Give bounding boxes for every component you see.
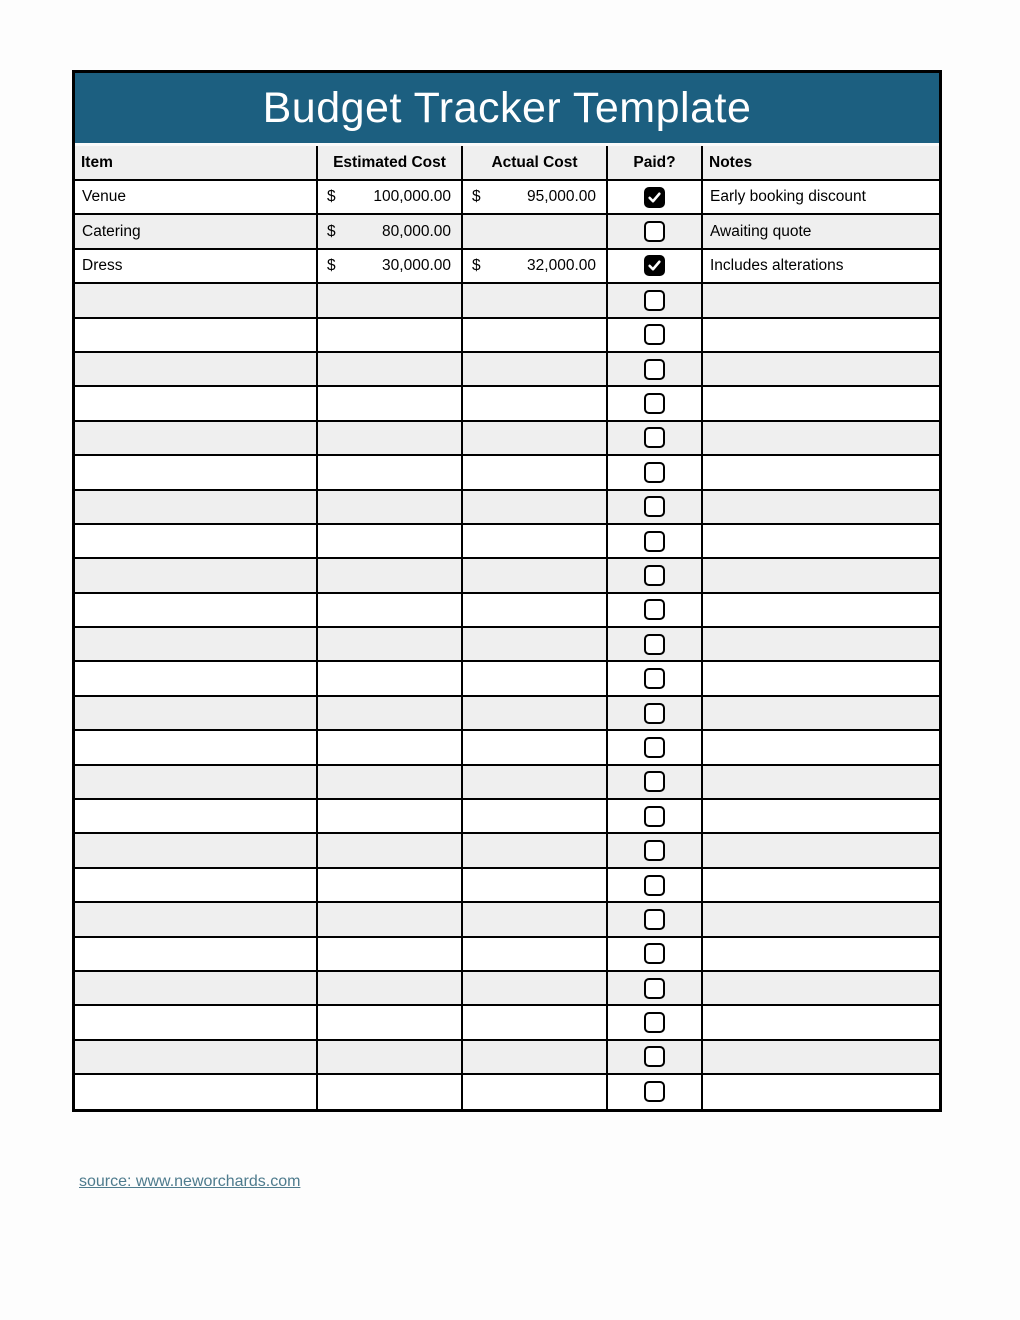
item-cell[interactable] — [75, 1074, 317, 1108]
actual-cost-cell[interactable] — [462, 283, 607, 317]
actual-cost-cell[interactable] — [462, 661, 607, 695]
notes-label: Early booking discount — [710, 188, 866, 206]
paid-cell — [607, 490, 702, 524]
item-cell[interactable] — [75, 937, 317, 971]
table-row — [75, 765, 939, 799]
item-cell[interactable] — [75, 1005, 317, 1039]
item-cell[interactable] — [75, 593, 317, 627]
item-cell[interactable] — [75, 421, 317, 455]
table-row — [75, 971, 939, 1005]
item-cell[interactable] — [75, 799, 317, 833]
paid-cell — [607, 1074, 702, 1108]
check-icon — [647, 258, 662, 273]
paid-checkbox[interactable] — [644, 496, 665, 517]
table-row — [75, 283, 939, 317]
actual-cost-cell[interactable] — [462, 524, 607, 558]
paid-cell — [607, 902, 702, 936]
paid-checkbox[interactable] — [644, 703, 665, 724]
actual-cost-cell[interactable] — [462, 386, 607, 420]
paid-checkbox[interactable] — [644, 737, 665, 758]
actual-cost-cell[interactable] — [462, 1005, 607, 1039]
notes-cell[interactable] — [702, 1074, 939, 1108]
table-row — [75, 868, 939, 902]
paid-checkbox[interactable] — [644, 531, 665, 552]
table-row — [75, 421, 939, 455]
table-row — [75, 937, 939, 971]
item-cell[interactable] — [75, 765, 317, 799]
paid-checkbox[interactable] — [644, 565, 665, 586]
page-title: Budget Tracker Template — [75, 73, 939, 146]
notes-cell[interactable] — [702, 593, 939, 627]
table-row — [75, 386, 939, 420]
paid-cell — [607, 971, 702, 1005]
item-cell[interactable] — [75, 730, 317, 764]
estimated-amount: 80,000.00 — [382, 222, 451, 240]
actual-amount: 32,000.00 — [527, 256, 596, 274]
paid-cell — [607, 1040, 702, 1074]
item-cell[interactable] — [75, 868, 317, 902]
paid-checkbox[interactable] — [644, 840, 665, 861]
paid-checkbox[interactable] — [644, 668, 665, 689]
actual-cost-cell[interactable] — [462, 249, 607, 283]
actual-cost-cell[interactable] — [462, 696, 607, 730]
paid-cell — [607, 524, 702, 558]
paid-cell — [607, 455, 702, 489]
paid-cell — [607, 627, 702, 661]
item-label: Venue — [82, 188, 126, 206]
paid-cell — [607, 421, 702, 455]
paid-cell — [607, 318, 702, 352]
actual-cost-cell[interactable] — [462, 833, 607, 867]
estimated-cost-cell[interactable] — [317, 627, 462, 661]
estimated-currency-symbol: $ — [327, 256, 336, 274]
notes-cell[interactable] — [702, 1040, 939, 1074]
item-cell[interactable] — [75, 490, 317, 524]
actual-cost-cell[interactable] — [462, 558, 607, 592]
item-cell[interactable] — [75, 249, 317, 283]
estimated-cost-cell[interactable] — [317, 180, 462, 214]
actual-cost-cell[interactable] — [462, 937, 607, 971]
paid-checkbox[interactable] — [644, 943, 665, 964]
estimated-cost-cell[interactable] — [317, 283, 462, 317]
paid-checkbox[interactable] — [644, 359, 665, 380]
paid-checkbox[interactable] — [644, 1046, 665, 1067]
paid-cell — [607, 214, 702, 248]
actual-cost-cell[interactable] — [462, 971, 607, 1005]
actual-amount: 95,000.00 — [527, 188, 596, 206]
table-row — [75, 490, 939, 524]
item-cell[interactable] — [75, 902, 317, 936]
notes-cell[interactable] — [702, 421, 939, 455]
paid-cell — [607, 799, 702, 833]
item-cell[interactable] — [75, 661, 317, 695]
item-cell[interactable] — [75, 455, 317, 489]
estimated-cost-cell[interactable] — [317, 490, 462, 524]
notes-cell[interactable] — [702, 455, 939, 489]
notes-cell[interactable] — [702, 318, 939, 352]
notes-cell[interactable] — [702, 937, 939, 971]
notes-cell[interactable] — [702, 1005, 939, 1039]
item-cell[interactable] — [75, 833, 317, 867]
table-row — [75, 696, 939, 730]
paid-cell — [607, 386, 702, 420]
budget-tracker-sheet — [72, 70, 942, 1112]
item-cell[interactable] — [75, 386, 317, 420]
estimated-cost-cell[interactable] — [317, 558, 462, 592]
paid-checkbox[interactable] — [644, 806, 665, 827]
estimated-cost-cell[interactable] — [317, 386, 462, 420]
paid-checkbox[interactable] — [644, 255, 665, 276]
table-row — [75, 318, 939, 352]
paid-checkbox[interactable] — [644, 909, 665, 930]
item-cell[interactable] — [75, 352, 317, 386]
table-row — [75, 833, 939, 867]
actual-cost-cell[interactable] — [462, 868, 607, 902]
notes-cell[interactable] — [702, 833, 939, 867]
source-link[interactable]: source: www.neworchards.com — [79, 1173, 301, 1190]
actual-cost-cell[interactable] — [462, 318, 607, 352]
notes-cell[interactable] — [702, 902, 939, 936]
item-cell[interactable] — [75, 1040, 317, 1074]
table-row — [75, 730, 939, 764]
estimated-currency-symbol: $ — [327, 222, 336, 240]
column-header-notes: Notes — [702, 146, 939, 180]
estimated-cost-cell[interactable] — [317, 1005, 462, 1039]
notes-cell[interactable] — [702, 661, 939, 695]
actual-cost-cell[interactable] — [462, 765, 607, 799]
column-header-estimated-cost: Estimated Cost — [317, 146, 462, 180]
estimated-cost-cell[interactable] — [317, 730, 462, 764]
notes-cell[interactable] — [702, 765, 939, 799]
paid-checkbox[interactable] — [644, 427, 665, 448]
estimated-cost-cell[interactable] — [317, 593, 462, 627]
estimated-cost-cell[interactable] — [317, 696, 462, 730]
actual-cost-cell[interactable] — [462, 730, 607, 764]
table-row — [75, 902, 939, 936]
paid-cell — [607, 593, 702, 627]
actual-cost-cell[interactable] — [462, 214, 607, 248]
estimated-cost-cell[interactable] — [317, 524, 462, 558]
actual-currency-symbol: $ — [472, 188, 481, 206]
estimated-cost-cell[interactable] — [317, 214, 462, 248]
paid-checkbox[interactable] — [644, 290, 665, 311]
estimated-cost-cell[interactable] — [317, 352, 462, 386]
paid-cell — [607, 937, 702, 971]
table-row — [75, 1074, 939, 1108]
paid-checkbox[interactable] — [644, 978, 665, 999]
check-icon — [647, 190, 662, 205]
paid-cell — [607, 833, 702, 867]
notes-cell[interactable] — [702, 696, 939, 730]
table-row — [75, 455, 939, 489]
item-cell[interactable] — [75, 696, 317, 730]
paid-cell — [607, 661, 702, 695]
budget-table — [75, 146, 939, 1109]
estimated-amount: 100,000.00 — [373, 188, 451, 206]
notes-cell[interactable] — [702, 490, 939, 524]
actual-currency-symbol: $ — [472, 256, 481, 274]
paid-checkbox[interactable] — [644, 634, 665, 655]
notes-cell[interactable] — [702, 558, 939, 592]
estimated-cost-cell[interactable] — [317, 971, 462, 1005]
item-cell[interactable] — [75, 214, 317, 248]
actual-cost-cell[interactable] — [462, 352, 607, 386]
paid-cell — [607, 180, 702, 214]
paid-cell — [607, 765, 702, 799]
notes-cell[interactable] — [702, 180, 939, 214]
actual-cost-cell[interactable] — [462, 421, 607, 455]
actual-cost-cell[interactable] — [462, 593, 607, 627]
actual-cost-cell[interactable] — [462, 1074, 607, 1108]
paid-cell — [607, 249, 702, 283]
estimated-cost-cell[interactable] — [317, 765, 462, 799]
table-row — [75, 249, 939, 283]
item-cell[interactable] — [75, 627, 317, 661]
paid-checkbox[interactable] — [644, 324, 665, 345]
notes-cell[interactable] — [702, 214, 939, 248]
paid-checkbox[interactable] — [644, 1012, 665, 1033]
estimated-cost-cell[interactable] — [317, 902, 462, 936]
estimated-cost-cell[interactable] — [317, 318, 462, 352]
notes-cell[interactable] — [702, 868, 939, 902]
table-row — [75, 180, 939, 214]
paid-checkbox[interactable] — [644, 875, 665, 896]
column-header-paid: Paid? — [607, 146, 702, 180]
table-row — [75, 627, 939, 661]
estimated-currency-symbol: $ — [327, 188, 336, 206]
paid-cell — [607, 730, 702, 764]
actual-cost-cell[interactable] — [462, 799, 607, 833]
notes-cell[interactable] — [702, 283, 939, 317]
actual-cost-cell[interactable] — [462, 180, 607, 214]
item-cell[interactable] — [75, 971, 317, 1005]
estimated-cost-cell[interactable] — [317, 421, 462, 455]
paid-checkbox[interactable] — [644, 221, 665, 242]
actual-cost-cell[interactable] — [462, 902, 607, 936]
table-row — [75, 1005, 939, 1039]
paid-cell — [607, 352, 702, 386]
notes-cell[interactable] — [702, 524, 939, 558]
paid-checkbox[interactable] — [644, 1081, 665, 1102]
paid-checkbox[interactable] — [644, 187, 665, 208]
estimated-cost-cell[interactable] — [317, 868, 462, 902]
item-cell[interactable] — [75, 318, 317, 352]
estimated-cost-cell[interactable] — [317, 249, 462, 283]
estimated-cost-cell[interactable] — [317, 833, 462, 867]
item-cell[interactable] — [75, 558, 317, 592]
table-row — [75, 524, 939, 558]
table-row — [75, 558, 939, 592]
actual-cost-cell[interactable] — [462, 490, 607, 524]
table-row — [75, 214, 939, 248]
table-row — [75, 593, 939, 627]
item-label: Catering — [82, 222, 141, 240]
paid-checkbox[interactable] — [644, 462, 665, 483]
paid-checkbox[interactable] — [644, 393, 665, 414]
estimated-cost-cell[interactable] — [317, 661, 462, 695]
estimated-cost-cell[interactable] — [317, 455, 462, 489]
paid-cell — [607, 558, 702, 592]
item-cell[interactable] — [75, 524, 317, 558]
item-label: Dress — [82, 256, 123, 274]
estimated-amount: 30,000.00 — [382, 256, 451, 274]
notes-label: Includes alterations — [710, 256, 844, 274]
estimated-cost-cell[interactable] — [317, 937, 462, 971]
paid-cell — [607, 283, 702, 317]
table-row — [75, 1040, 939, 1074]
notes-cell[interactable] — [702, 971, 939, 1005]
estimated-cost-cell[interactable] — [317, 1040, 462, 1074]
table-row — [75, 799, 939, 833]
header-row — [75, 146, 939, 180]
actual-cost-cell[interactable] — [462, 1040, 607, 1074]
paid-cell — [607, 868, 702, 902]
item-cell[interactable] — [75, 180, 317, 214]
notes-cell[interactable] — [702, 627, 939, 661]
paid-checkbox[interactable] — [644, 771, 665, 792]
column-header-item: Item — [75, 146, 317, 180]
actual-cost-cell[interactable] — [462, 455, 607, 489]
notes-cell[interactable] — [702, 730, 939, 764]
estimated-cost-cell[interactable] — [317, 1074, 462, 1108]
notes-label: Awaiting quote — [710, 222, 812, 240]
notes-cell[interactable] — [702, 249, 939, 283]
table-row — [75, 352, 939, 386]
table-row — [75, 661, 939, 695]
paid-cell — [607, 1005, 702, 1039]
paid-checkbox[interactable] — [644, 599, 665, 620]
actual-cost-cell[interactable] — [462, 627, 607, 661]
column-header-actual-cost: Actual Cost — [462, 146, 607, 180]
notes-cell[interactable] — [702, 386, 939, 420]
item-cell[interactable] — [75, 283, 317, 317]
notes-cell[interactable] — [702, 352, 939, 386]
paid-cell — [607, 696, 702, 730]
notes-cell[interactable] — [702, 799, 939, 833]
estimated-cost-cell[interactable] — [317, 799, 462, 833]
